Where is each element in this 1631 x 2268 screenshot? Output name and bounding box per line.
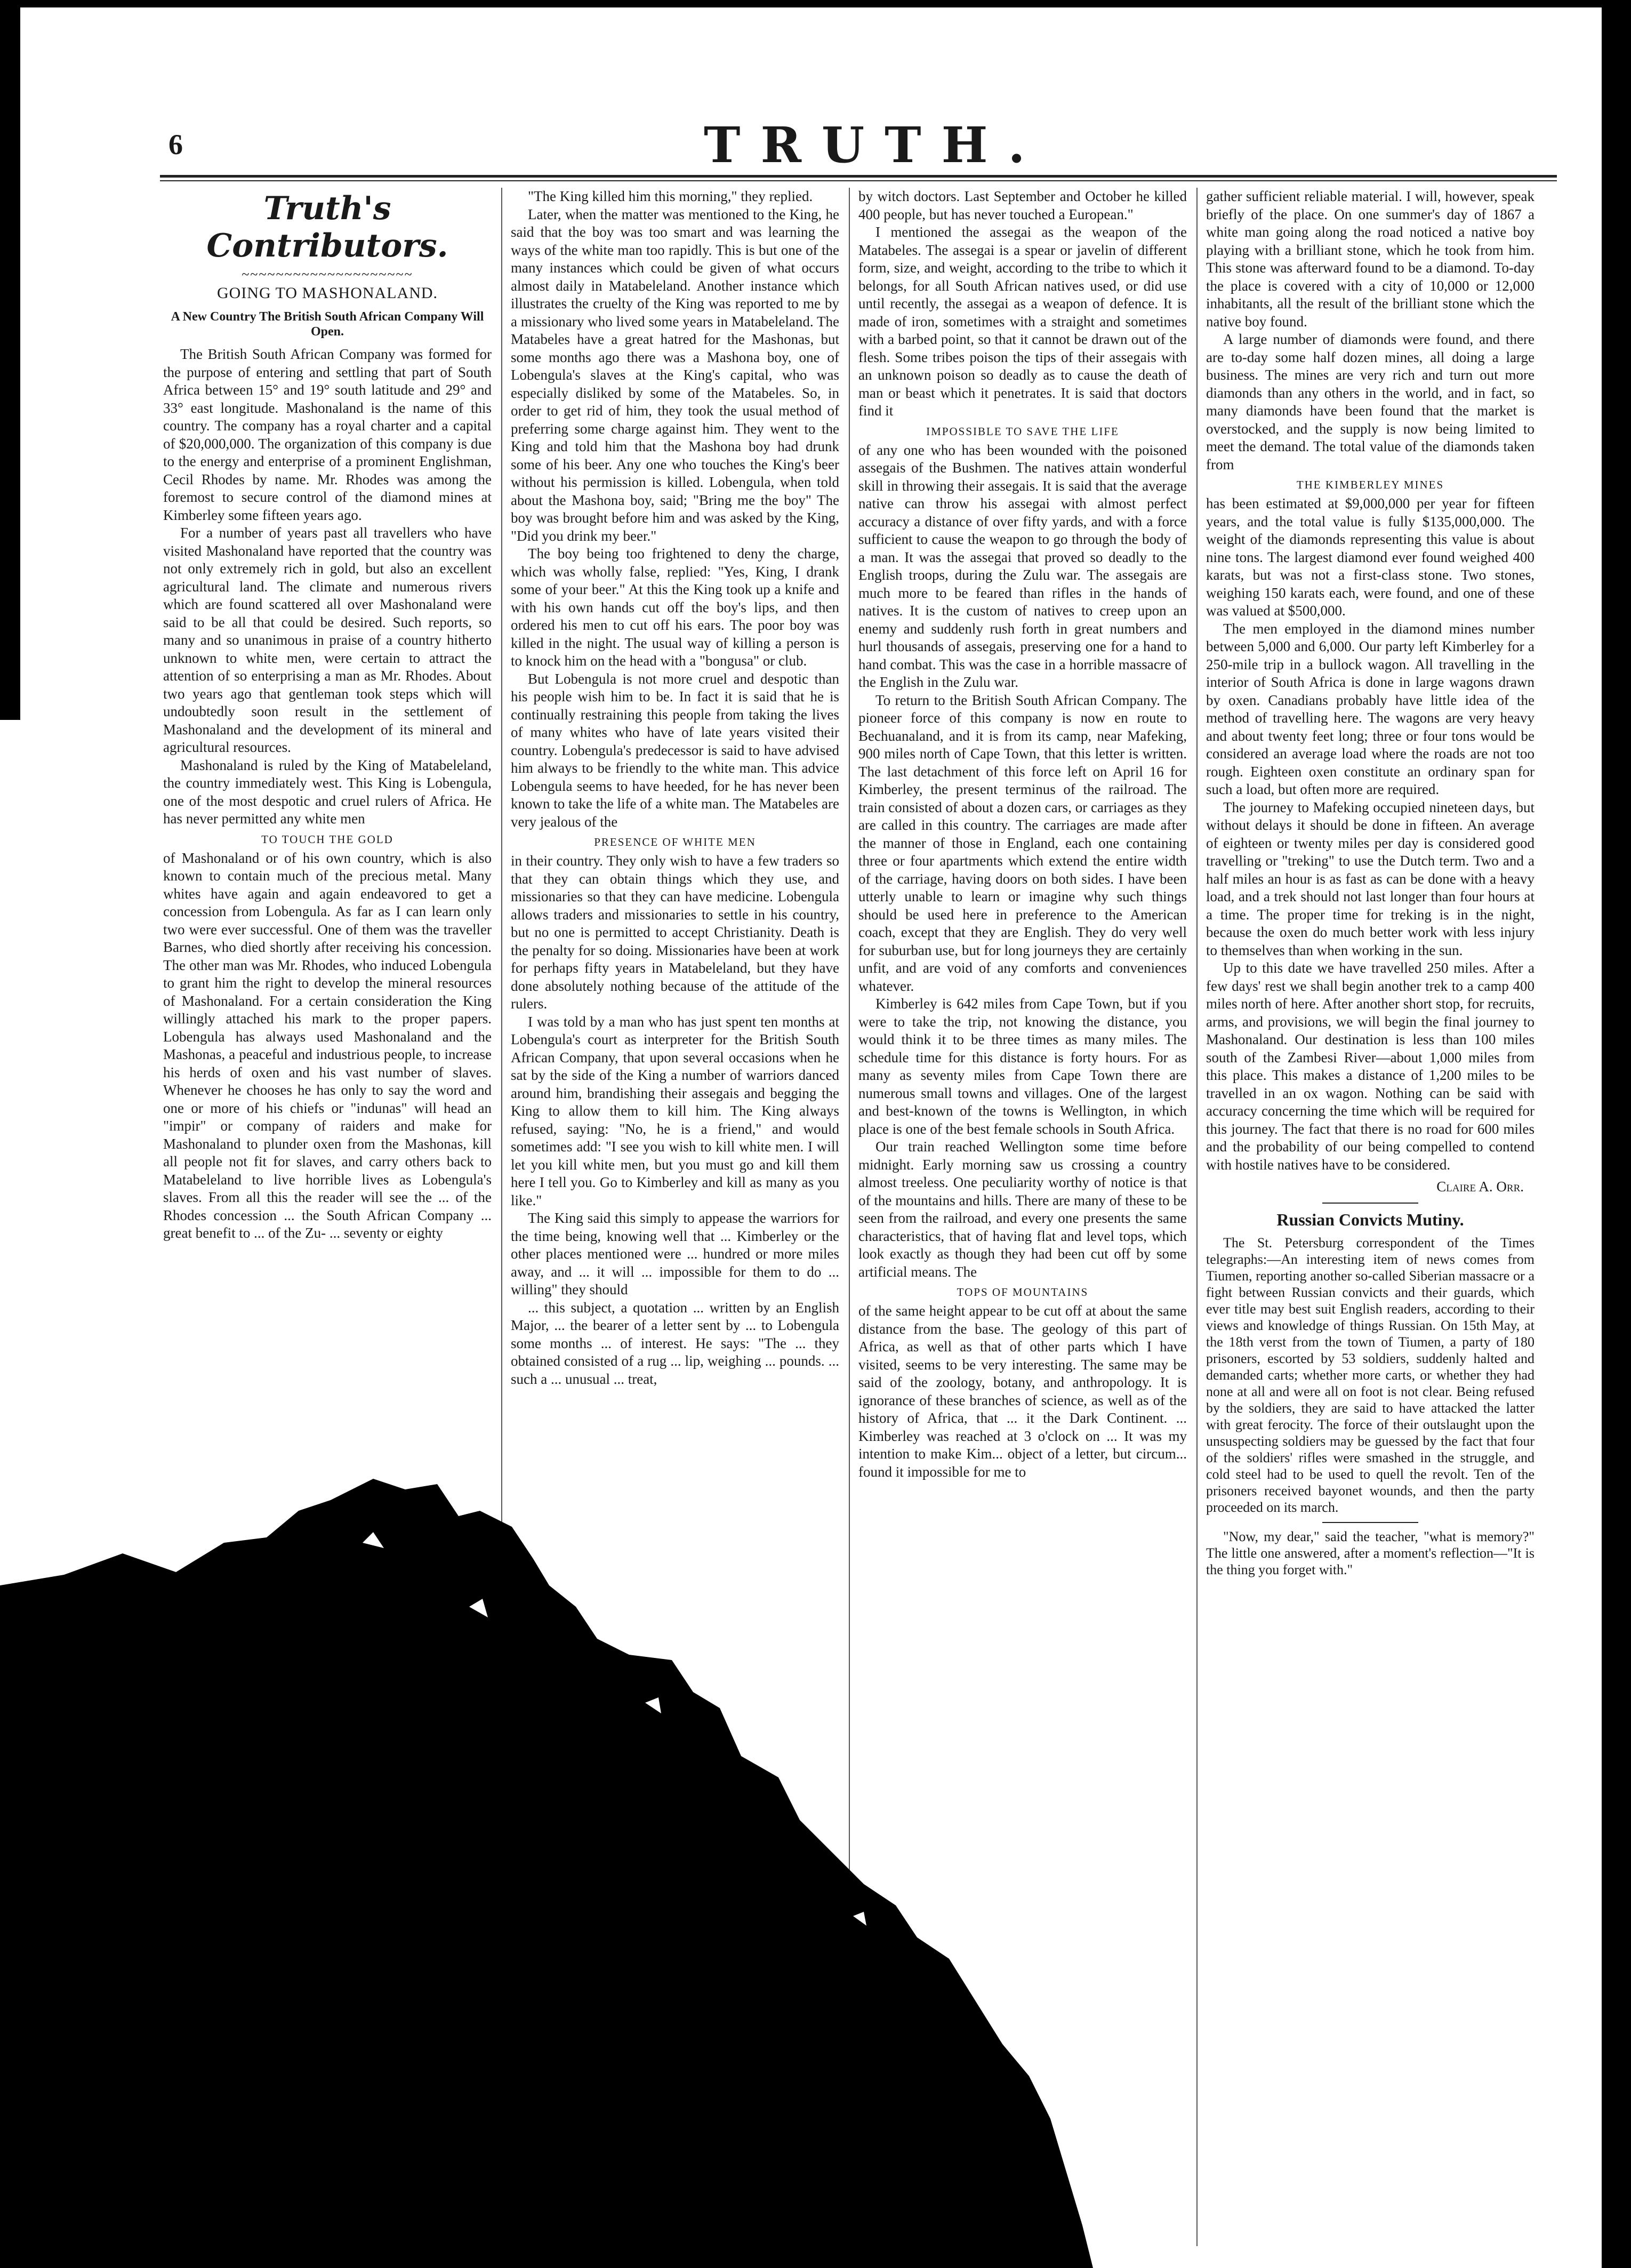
- paragraph: in their country. They only wish to have a few traders so that they can obtain things which they use, and missionaries so that they can have medicine. Lobengula allows traders and missionaries to settle in his country, but no one is permitted to accept Christianity. Death is the penalty for so doing. Missionaries have been at work for perhaps fifty years in Matabeleland, but they have done absolutely nothing because of the attitude of the rulers.: [511, 853, 839, 1012]
- paragraph: A large number of diamonds were found, and there are to-day some half dozen mines, all doing a large business. The mines are very rich and turn out more diamonds than any others in the world, and in fact, so many diamonds have been found that the market is overstocked, and the supply is now being limited to meet the demand. The total value of the diamonds taken from: [1206, 331, 1534, 472]
- masthead-rule-thin: [160, 180, 1557, 181]
- paragraph: The boy being too frightened to deny the charge, which was wholly false, replied: "Yes, King, I drank some of your beer." At this the King took up a knife and with his own hands cut off the boy's lips, and then ordered his men to cut off his ears. The poor boy was killed in the night. The usual way of killing a person is to knock him on the head with a "bongusa" or club.: [511, 546, 839, 669]
- article2-headline: Russian Convicts Mutiny.: [1276, 1209, 1464, 1229]
- subhead: PRESENCE OF WHITE MEN: [594, 836, 756, 848]
- paragraph: But Lobengula is not more cruel and despotic than his people wish him to be. In fact it is said that he is continually restraining this people from taking the lives of many whites who have of late years visited their country. Lobengula's predecessor is said to have advised him always to be friendly to the white man. This advice Lobengula seems to have heeded, for he has never been known to take the life of a white man. The Matabeles are very jealous of the: [511, 670, 839, 830]
- subhead: IMPOSSIBLE TO SAVE THE LIFE: [926, 424, 1119, 438]
- paragraph: gather sufficient reliable material. I will, however, speak briefly of the place. On one summer's day of 1867 a white man going along the road noticed a native boy playing with a brilliant stone, which he took from him. This stone was afterward found to be a diamond. To-day the place is covered with a city of 10,000 or 12,000 inhabitants, all the result of the brilliant stone which the native boy found.: [1206, 188, 1534, 330]
- paragraph: ... this subject, a quotation ... written by an English Major, ... the bearer of a letter sent by ... to Lobengula some months ... of interest. He says: "The ... they obtained consisted of a rug ... lip, weighing ... pounds. ... such a ... unusual ... treat,: [511, 1299, 839, 1387]
- paragraph: The men employed in the diamond mines number between 5,000 and 6,000. Our party left Kimberley for a 250-mile trip in a bullock wagon. All travelling in the interior of South Africa is done in large wagons drawn by oxen. Canadians probably have little idea of the method of travelling here. The wagons are very heavy and about twenty feet long; three or four tons would be considered an average load where the roads are not too rough. Eighteen oxen constitute an ordinary span for such a load, but often more are required.: [1206, 620, 1534, 797]
- paragraph: The British South African Company was formed for the purpose of entering and settling that part of South Africa between 15° and 19° south latitude and 29° and 33° east longitude. Mashonaland is the name of this country. The company has a royal charter and a capital of $20,000,000. The organization of this company is due to the energy and enterprise of a prominent Englishman, Cecil Rhodes by name. Mr. Rhodes was among the foremost to secure control of the diamond mines at Kimberley some fifteen years ago.: [163, 346, 492, 523]
- paragraph: Later, when the matter was mentioned to the King, he said that the boy was too smart and was learning the ways of the white man too rapidly. This is but one of the many instances which could be given of what occurs almost daily in Matabeleland. Another instance which illustrates the cruelty of the King was reported to me by a missionary who lived some years in Matabeleland. The Matabeles have a great hatred for the Mashonas, but some months ago there was a Mashona boy, one of Lobengula's slaves at the King's capital, who was especially disliked by some of the Matabeles. So, in order to get rid of him, they took the usual method of preferring some charge against him. They went to the King and told him that the Mashona boy had drunk some of his beer. Any one who touches the King's beer without his permission is killed. Lobengula, when told about the Mashona boy, said; "Bring me the boy" The boy was brought before him and was asked by the King, "Did you drink my beer.": [511, 206, 839, 544]
- subhead: TOPS OF MOUNTAINS: [957, 1286, 1089, 1299]
- paragraph: Kimberley is 642 miles from Cape Town, but if you were to take the trip, not knowing the distance, you would think it to be three times as many miles. The schedule time for this distance is forty hours. For as many as seventy miles from Cape Town there are numerous small towns and villages. One of the largest and best-known of the towns is Wellington, in which place is one of the best female schools in South Africa.: [858, 996, 1187, 1137]
- paragraph: of Mashonaland or of his own country, which is also known to contain much of the precious metal. Many whites have again and again endeavored to get a concession from Lobengula. As far as I can learn only two were ever successful. One of them was the traveller Barnes, who died shortly after receiving his concession. The other man was Mr. Rhodes, who induced Lobengula to grant him the right to develop the mineral resources of Mashonaland. For a certain consideration the King willingly attached his mark to the proper papers. Lobengula has always used Mashonaland and the Mashonas, a peaceful and industrious people, to increase his herds of oxen and his vast number of slaves. Whenever he chooses he has only to say the word and one or more of his chiefs or "indunas" will head an "impir" or company of raiders and make for Mashonaland to plunder oxen from the Mashonas, kill all people not fit for slaves, and carry others back to Matabeleland to live horrible lives as Lobengula's slaves. From all this the reader will see the ... of the Rhodes concession ... the South African Company ... great benefit to ... of the Zu- ... seventy or eighty: [163, 850, 492, 1241]
- page-number: 6: [168, 129, 183, 161]
- paragraph: of any one who has been wounded with the poisoned assegais of the Bushmen. The natives attain wonderful skill in throwing their assegais. It is said that the average native can throw his assegai with almost perfect accuracy a distance of over fifty yards, and with a force sufficient to cause the weapon to go through the body of a man. It was the assegai that proved so deadly to the English troops, during the Zulu war. The assegais are much more to be feared than rifles in the hands of natives. It is the custom of natives to creep upon an enemy and suddenly rush forth in great numbers and hurl thousands of assegais, preserving one for a hand to hand combat. This was the case in a horrible massacre of the English in the Zulu war.: [858, 442, 1187, 690]
- article-headline: GOING TO MASHONALAND.: [216, 284, 438, 302]
- subhead: TO TOUCH THE GOLD: [261, 832, 393, 846]
- paragraph: I mentioned the assegai as the weapon of the Matabeles. The assegai is a spear or javelin of different form, size, and weight, according to the tribe to which it belongs, for all South African natives used, or did use until recently, the assegai as a weapon of defence. It is made of iron, sometimes with a straight and sometimes with a barbed point, so that it cannot be drawn out of the flesh. Some tribes poison the tips of their assegais with an unknown poison so deadly as to cause the death of man or beast which it penetrates. It is said that doctors find it: [858, 224, 1187, 419]
- paragraph: For a number of years past all travellers who have visited Mashonaland have reported that the country was not only extremely rich in gold, but also an excellent agricultural land. The climate and numerous rivers which are found scattered all over Mashonaland were said to be all that could be desired. Such reports, so many and so unanimous in praise of a country hitherto unknown to white men, were certain to attract the attention of so enterprising a man as Mr. Rhodes. About two years ago that gentleman took steps which will undoubtedly soon result in the settlement of Mashonaland and the development of its mineral and agricultural resources.: [163, 525, 492, 755]
- paragraph: To return to the British South African Company. The pioneer force of this company is now en route to Bechuanaland, and it is from its camp, near Mafeking, 900 miles north of Cape Town, that this letter is written. The last detachment of this force left on April 16 for Kimberley, the present terminus of the railroad. The train consisted of about a dozen cars, or carriages as they are called in this country. The carriages are made after the manner of those in England, each one containing three or four apartments which extend the entire width of the carriage, having doors on both sides. I have been utterly unable to learn or imagine why such things should be used here in preference to the American coach, except that they are English. They do very well for suburban use, but for long journeys they are certainly unfit, and are void of any comforts and conveniences whatever.: [858, 692, 1187, 994]
- masthead-rule: [160, 175, 1557, 178]
- filler-paragraph: "Now, my dear," said the teacher, "what is memory?" The little one answered, after a moment's reflection—"It is the thing you forget with.": [1206, 1528, 1534, 1577]
- subhead: THE KIMBERLEY MINES: [1296, 478, 1444, 491]
- masthead-title: TRUTH.: [704, 116, 1046, 174]
- paragraph: The St. Petersburg correspondent of the Times telegraphs:—An interesting item of news comes from Tiumen, reporting another so-called Siberian massacre or a fight between Russian convicts and their guards, which ever title may best suit English readers, according to their views and knowledge of things Russian. On 15th May, at the 18th verst from the town of Tiumen, a party of 180 prisoners, escorted by 53 soldiers, suddenly halted and demanded carts; whether more carts, or whether they had none at all and were all on foot is not clear. Being refused by the soldiers, they are said to have attacked the latter with great ferocity. The force of their outslaught upon the unsuspecting soldiers may be guessed by the fact that four of the soldiers' rifles were smashed in the struggle, and cold steel had to be used to quell the revolt. Ten of the prisoners received bayonet wounds, and then the party proceeded on its march.: [1206, 1235, 1534, 1515]
- scan-damage-stain: [0, 1479, 1093, 2268]
- separator-rule: [1322, 1203, 1418, 1204]
- paragraph: has been estimated at $9,000,000 per year for fifteen years, and the total value is fully $135,000,000. The weight of the diamonds representing this value is about nine tons. The largest diamond ever found weighed 400 karats, but was not a first-class stone. Two stones, weighing 150 karats each, were found, and one of these was valued at $500,000.: [1206, 495, 1534, 619]
- paragraph: Our train reached Wellington some time before midnight. Early morning saw us crossing a country almost treeless. One peculiarity worthy of notice is that of the mountains and hills. There are many of these to be seen from the railroad, and every one presents the same characteristics, that of having flat and level tops, which look exactly as though they had been cut off by some artificial means. The: [858, 1139, 1187, 1280]
- column-rule: [1196, 188, 1198, 2246]
- department-title: Truth's Contributors.: [206, 190, 448, 265]
- separator-rule: [1322, 1522, 1418, 1523]
- scan-border-right: [1602, 0, 1631, 2268]
- paragraph: Mashonaland is ruled by the King of Matabeleland, the country immediately west. This King is Lobengula, one of the most despotic and cruel rulers of Africa. He has never permitted any white men: [163, 757, 492, 827]
- author-signature: Claire A. Orr.: [1436, 1179, 1524, 1195]
- scan-border-top: [0, 0, 1631, 7]
- column-4: [1206, 188, 1534, 2257]
- ornament-rule: ~~~~~~~~~~~~~~~~~~~~: [242, 267, 413, 282]
- paragraph: of the same height appear to be cut off at about the same distance from the base. The geology of this part of Africa, as well as that of other parts which I have visited, seems to be very interesting. The same may be said of the zoology, botany, and anthropology. It is ignorance of these branches of science, as well as of the history of Africa, that ... it the Dark Continent. ... Kimberley was reached at 3 o'clock on ... It was my intention to make Kim... object of a letter, but circum... found it impossible for me to: [858, 1303, 1187, 1480]
- paragraph: by witch doctors. Last September and October he killed 400 people, but has never touched a European.": [858, 188, 1187, 222]
- paragraph: I was told by a man who has just spent ten months at Lobengula's court as interpreter for the British South African Company, that upon several occasions when he sat by the side of the King a number of warriors danced around him, brandishing their assegais and begging the King to allow them to kill him. The King always refused, saying: "No, he is a friend," and would sometimes add: "I see you wish to kill white men. I will let you kill white men, but you must go and kill them here I tell you. Go to Kimberley and kill as many as you like.": [511, 1013, 839, 1208]
- paragraph: Up to this date we have travelled 250 miles. After a few days' rest we shall begin another trek to a camp 400 miles north of here. After another short stop, for recruits, arms, and provisions, we will begin the final journey to Mashonaland. Our destination is less than 100 miles south of the Zambesi River—about 1,000 miles from this place. This makes a distance of 1,200 miles to be travelled in an ox wagon. Nothing can be said with accuracy concerning the time which will be required for this journey. The fact that there is no road for 600 miles and the probability of our being compelled to contend with hostile natives have to be considered.: [1206, 960, 1534, 1173]
- paragraph: The journey to Mafeking occupied nineteen days, but without delays it should be done in fifteen. An average of eighteen or twenty miles per day is considered good travelling or "treking" to use the Dutch term. Two and a half miles an hour is as fast as can be done with a heavy load, and a trek should not last longer than four hours at a time. The proper time for treking is in the night, because the oxen do much better work with less injury to themselves than when working in the sun.: [1206, 799, 1534, 958]
- paragraph: The King said this simply to appease the warriors for the time being, knowing well that ... Kimberley or the other places mentioned were ... hundred or more miles away, and ... it will ... impossible for them to do ... willing" they should: [511, 1210, 839, 1297]
- scan-border-left: [0, 0, 20, 720]
- paragraph: "The King killed him this morning," they replied.: [528, 188, 813, 204]
- article-deck: A New Country The British South African Company Will Open.: [171, 310, 484, 339]
